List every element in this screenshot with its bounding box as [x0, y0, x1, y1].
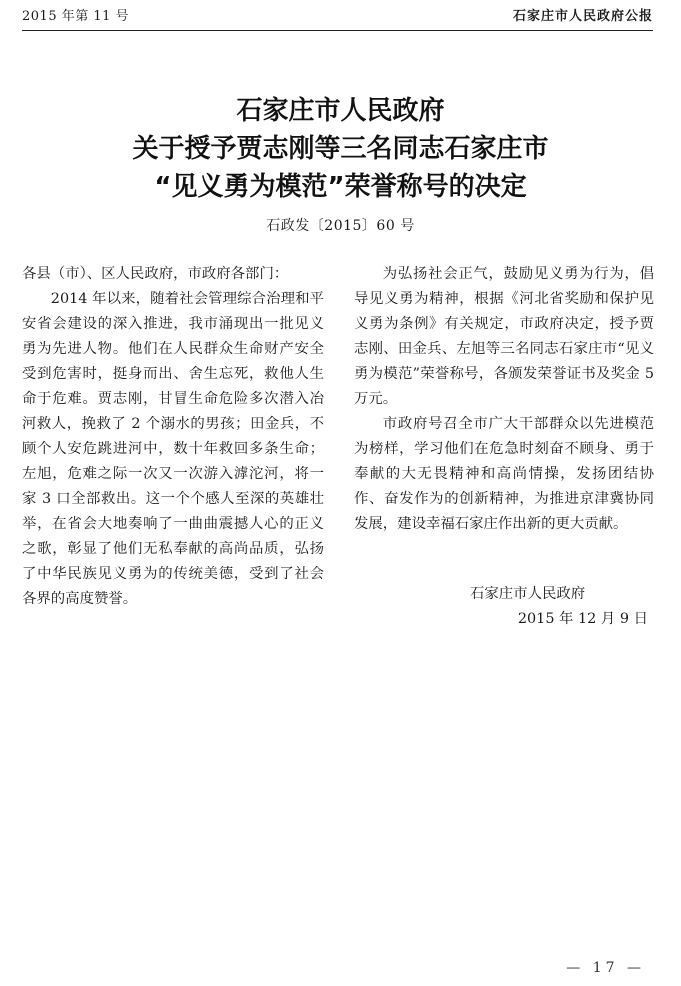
salutation: 各县（市）、区人民政府，市政府各部门：: [22, 266, 289, 282]
issue-label: 2015 年第 11 号: [22, 9, 130, 24]
paragraph-2: 为弘扬社会正气，鼓励见义勇为行为，倡导见义勇为精神，根据《河北省奖励和保护见义勇为条例》有关规定，市政府决定，授予贾志刚、田金兵、左旭等三名同志石家庄市“见义勇为模范”荣誉称号，各颁发荣誉证书及奖金 5 万元。: [354, 266, 654, 407]
signature-date: 2015 年 12 月 9 日: [517, 611, 648, 627]
header-divider: [22, 30, 653, 31]
document-number: 石政发〔2015〕60 号: [266, 218, 415, 234]
page-number: — 17 —: [566, 960, 645, 976]
paragraph-3: 市政府号召全市广大干部群众以先进模范为榜样，学习他们在危急时刻奋不顾身、勇于奉献的大无畏精神和高尚情操，发扬团结协作、奋发作为的创新精神，为推进京津冀协同发展，建设幸福石家庄作出新的更大贡献。: [354, 416, 654, 532]
title-line-1: 石家庄市人民政府: [236, 96, 445, 126]
right-column: [354, 262, 654, 537]
page-header: [22, 6, 653, 28]
paragraph-1: 2014 年以来，随着社会管理综合治理和平安省会建设的深入推进，我市涌现出一批见义勇为先进人物。他们在人民群众生命财产安全受到危害时，挺身而出、舍生忘死，救他人生命于危难。贾志刚，甘冒生命危险多次潜入冶河救人，挽救了 2 个溺水的男孩；田金兵，不顾个人安危跳进河中，数十年救回多条生命；左旭，危难之际一次又一次游入滹沱河，将一家 3 口全部救出。这一个个感人至深的英雄壮举，在省会大地奏响了一曲曲震撼人心的正义之歌，彰显了他们无私奉献的高尚品质，弘扬了中华民族见义勇为的传统美德，受到了社会各界的高度赞誉。: [22, 291, 324, 607]
title-line-2: 关于授予贾志刚等三名同志石家庄市: [132, 134, 549, 164]
left-column: [22, 262, 324, 612]
title-line-3: “见义勇为模范”荣誉称号的决定: [154, 172, 527, 202]
document-title: [0, 92, 681, 206]
publication-name: 石家庄市人民政府公报: [512, 9, 653, 24]
signature-organization: 石家庄市人民政府: [470, 586, 586, 602]
signature-block: [448, 582, 648, 632]
